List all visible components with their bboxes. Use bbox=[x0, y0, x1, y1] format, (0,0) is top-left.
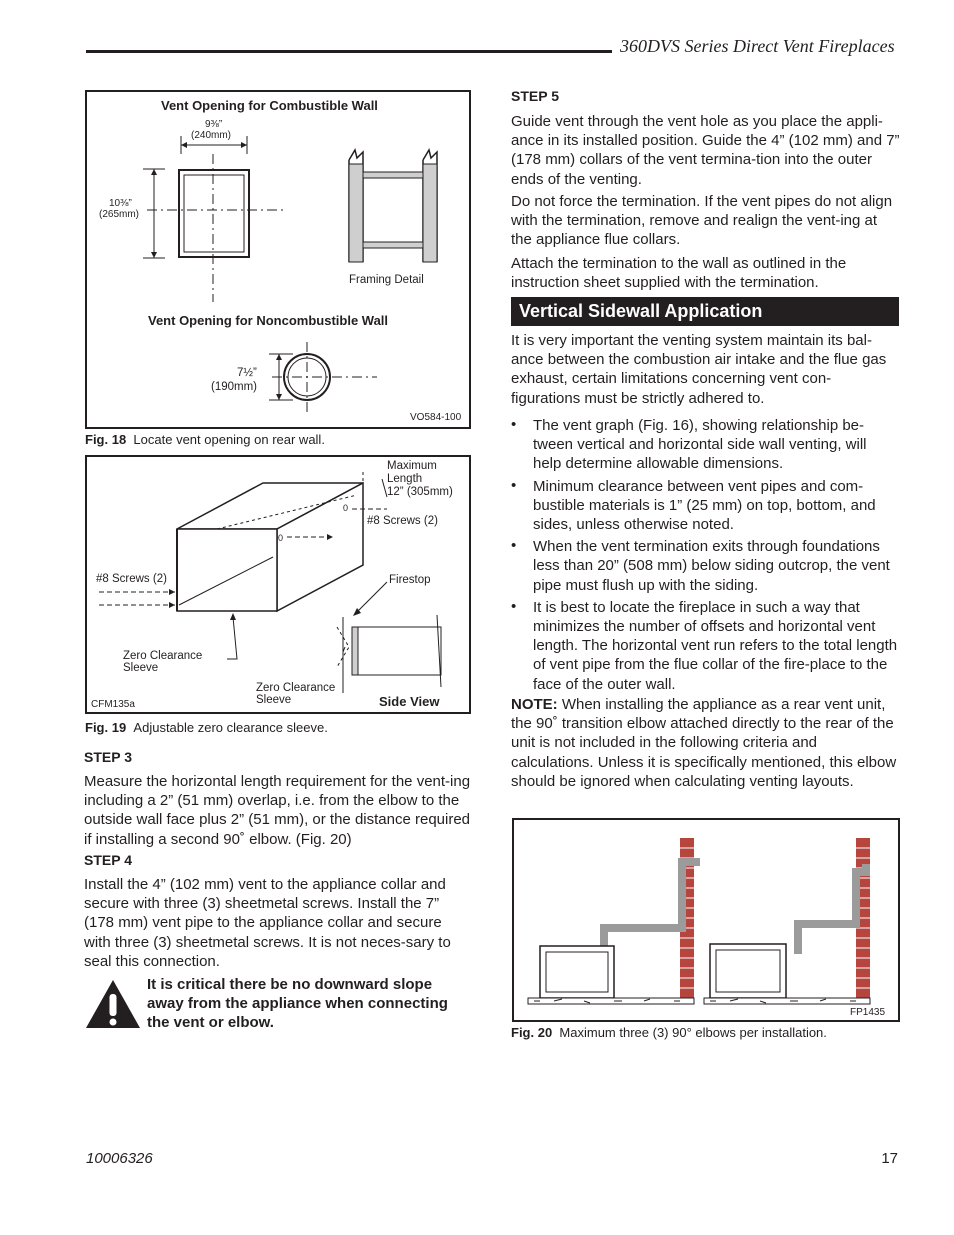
fig18-caption-text: Locate vent opening on rear wall. bbox=[133, 432, 325, 447]
svg-text:0: 0 bbox=[278, 533, 284, 543]
step5-p3: Attach the termination to the wall as outlined in the instruction sheet supplied with the termination. bbox=[511, 255, 847, 292]
header-rule bbox=[86, 50, 612, 53]
bullet-marker: • bbox=[511, 416, 517, 433]
fig19-zcs1-1: Zero Clearance bbox=[123, 650, 203, 662]
fig18-height-mm: (265mm) bbox=[99, 209, 140, 220]
step5-p1: Guide vent through the vent hole as you place the appli-ance in its installed position. Guide the 4” (102 mm) and 7” (178 mm) collars of the vent termina-tion into the outer ends of the venting. bbox=[511, 113, 900, 188]
section-intro: It is very important the venting system maintain its bal-ance between the combustion air intake and the flue gas exhaust, certain limitations concerning vent con-figurations must be strictly adhered to. bbox=[511, 332, 887, 407]
fig19-screws-right: #8 Screws (2) bbox=[367, 515, 438, 527]
fig19-zcs2-1: Zero Clearance bbox=[256, 682, 336, 694]
figure-18-drawing bbox=[87, 92, 473, 431]
svg-text:0: 0 bbox=[343, 503, 349, 513]
fig18-caption bbox=[85, 432, 325, 447]
step3-heading: STEP 3 bbox=[84, 749, 132, 765]
fig18-width-dim: 9⅜” bbox=[205, 119, 223, 130]
fig19-caption bbox=[85, 720, 328, 735]
bullet-marker: • bbox=[511, 537, 517, 555]
section-note bbox=[511, 695, 899, 791]
footer-doc-number: 10006326 bbox=[86, 1150, 153, 1167]
fig19-zcs2-2: Sleeve bbox=[256, 694, 292, 706]
footer-page-number: 17 bbox=[881, 1150, 898, 1167]
fig18-caption-num: Fig. 18 bbox=[85, 432, 127, 447]
fig18-dia-dim: 7½” bbox=[237, 367, 257, 379]
note-label: NOTE: bbox=[511, 696, 558, 713]
step3-text: Measure the horizontal length requirement for the vent-ing including a 2” (51 mm) overlap, i.e. from the elbow to the outside wall face plus 2” (51 mm), or the distance required if installing a second 90˚ elbow. (Fig. 20) bbox=[84, 773, 471, 848]
bullet-marker: • bbox=[511, 476, 517, 494]
fig18-title-combustible: Vent Opening for Combustible Wall bbox=[161, 98, 378, 113]
fig18-width-mm: (240mm) bbox=[191, 130, 232, 141]
bullet-marker: • bbox=[511, 597, 517, 615]
header-title: 360DVS Series Direct Vent Fireplaces bbox=[620, 36, 895, 56]
list-item bbox=[511, 598, 899, 694]
fig18-height-dim: 10⅜” bbox=[109, 198, 132, 209]
figure-20-drawing bbox=[514, 820, 902, 1024]
fig19-screws-left: #8 Screws (2) bbox=[96, 573, 167, 585]
step4-heading: STEP 4 bbox=[84, 852, 132, 868]
fig20-caption-text: Maximum three (3) 90° elbows per installation. bbox=[559, 1025, 827, 1040]
bullet-text: When the vent termination exits through foundations less than 20” (508 mm) below siding outcrop, the vent pipe must flush up with the siding. bbox=[533, 538, 890, 594]
list-item bbox=[511, 416, 899, 474]
fig18-dia-mm: (190mm) bbox=[211, 381, 258, 393]
section-heading: Vertical Sidewall Application bbox=[511, 297, 899, 326]
section-bullets bbox=[511, 416, 899, 697]
step4-text: Install the 4” (102 mm) vent to the appliance collar and secure with three (3) sheetmetal screws. Install the 7” (178 mm) vent pipe to the appliance collar and secure with three (3) sheetmetal screws. It is not neces-sary to seal this connection. bbox=[84, 876, 451, 970]
fig19-zcs1-2: Sleeve bbox=[123, 662, 159, 674]
fig18-title-noncombustible: Vent Opening for Noncombustible Wall bbox=[148, 313, 389, 328]
fig19-firestop: Firestop bbox=[389, 574, 431, 586]
figure-20-box bbox=[512, 818, 900, 1022]
list-item bbox=[511, 477, 899, 535]
bullet-text: The vent graph (Fig. 16), showing relationship be-tween vertical and horizontal side wall venting, will help determine allowable dimensions. bbox=[533, 417, 867, 473]
step5-p2: Do not force the termination. If the vent pipes do not align with the termination, remove and realign the vent-ing at the appliance flue collars. bbox=[511, 193, 893, 249]
warning-icon bbox=[84, 978, 142, 1030]
fig19-side-view: Side View bbox=[379, 694, 440, 709]
fig19-max-length-3: 12” (305mm) bbox=[387, 486, 453, 498]
fig19-caption-num: Fig. 19 bbox=[85, 720, 127, 735]
fig18-code: VO584-100 bbox=[410, 412, 462, 423]
fig18-framing-label: Framing Detail bbox=[349, 274, 424, 286]
bullet-text: It is best to locate the fireplace in such a way that minimizes the number of offsets and horizontal vent length. The horizontal vent run refers to the total length of vent pipe from the flue collar of the fire-place to the face of the outer wall. bbox=[533, 598, 898, 693]
fig20-caption bbox=[511, 1025, 827, 1040]
fig20-caption-num: Fig. 20 bbox=[511, 1025, 553, 1040]
figure-19-box bbox=[85, 455, 471, 714]
note-text: When installing the appliance as a rear vent unit, the 90˚ transition elbow attached directly to the rear of the unit is not included in the following criteria and calculations. Unless it is specifically mentioned, this elbow should be ignored when calculating venting layouts. bbox=[511, 696, 897, 790]
fig19-max-length-2: Length bbox=[387, 473, 423, 485]
list-item bbox=[511, 537, 899, 595]
fig19-max-length-1: Maximum bbox=[387, 460, 437, 472]
fig19-code: CFM135a bbox=[91, 699, 135, 710]
figure-18-box bbox=[85, 90, 471, 429]
fig20-code: FP1435 bbox=[850, 1007, 886, 1018]
warning-text: It is critical there be no downward slope away from the appliance when connecting the vent or elbow. bbox=[147, 976, 448, 1032]
fig19-caption-text: Adjustable zero clearance sleeve. bbox=[133, 720, 328, 735]
bullet-text: Minimum clearance between vent pipes and com-bustible materials is 1” (25 mm) on top, bottom, and sides, unless otherwise noted. bbox=[533, 477, 876, 534]
step5-heading: STEP 5 bbox=[511, 88, 559, 104]
